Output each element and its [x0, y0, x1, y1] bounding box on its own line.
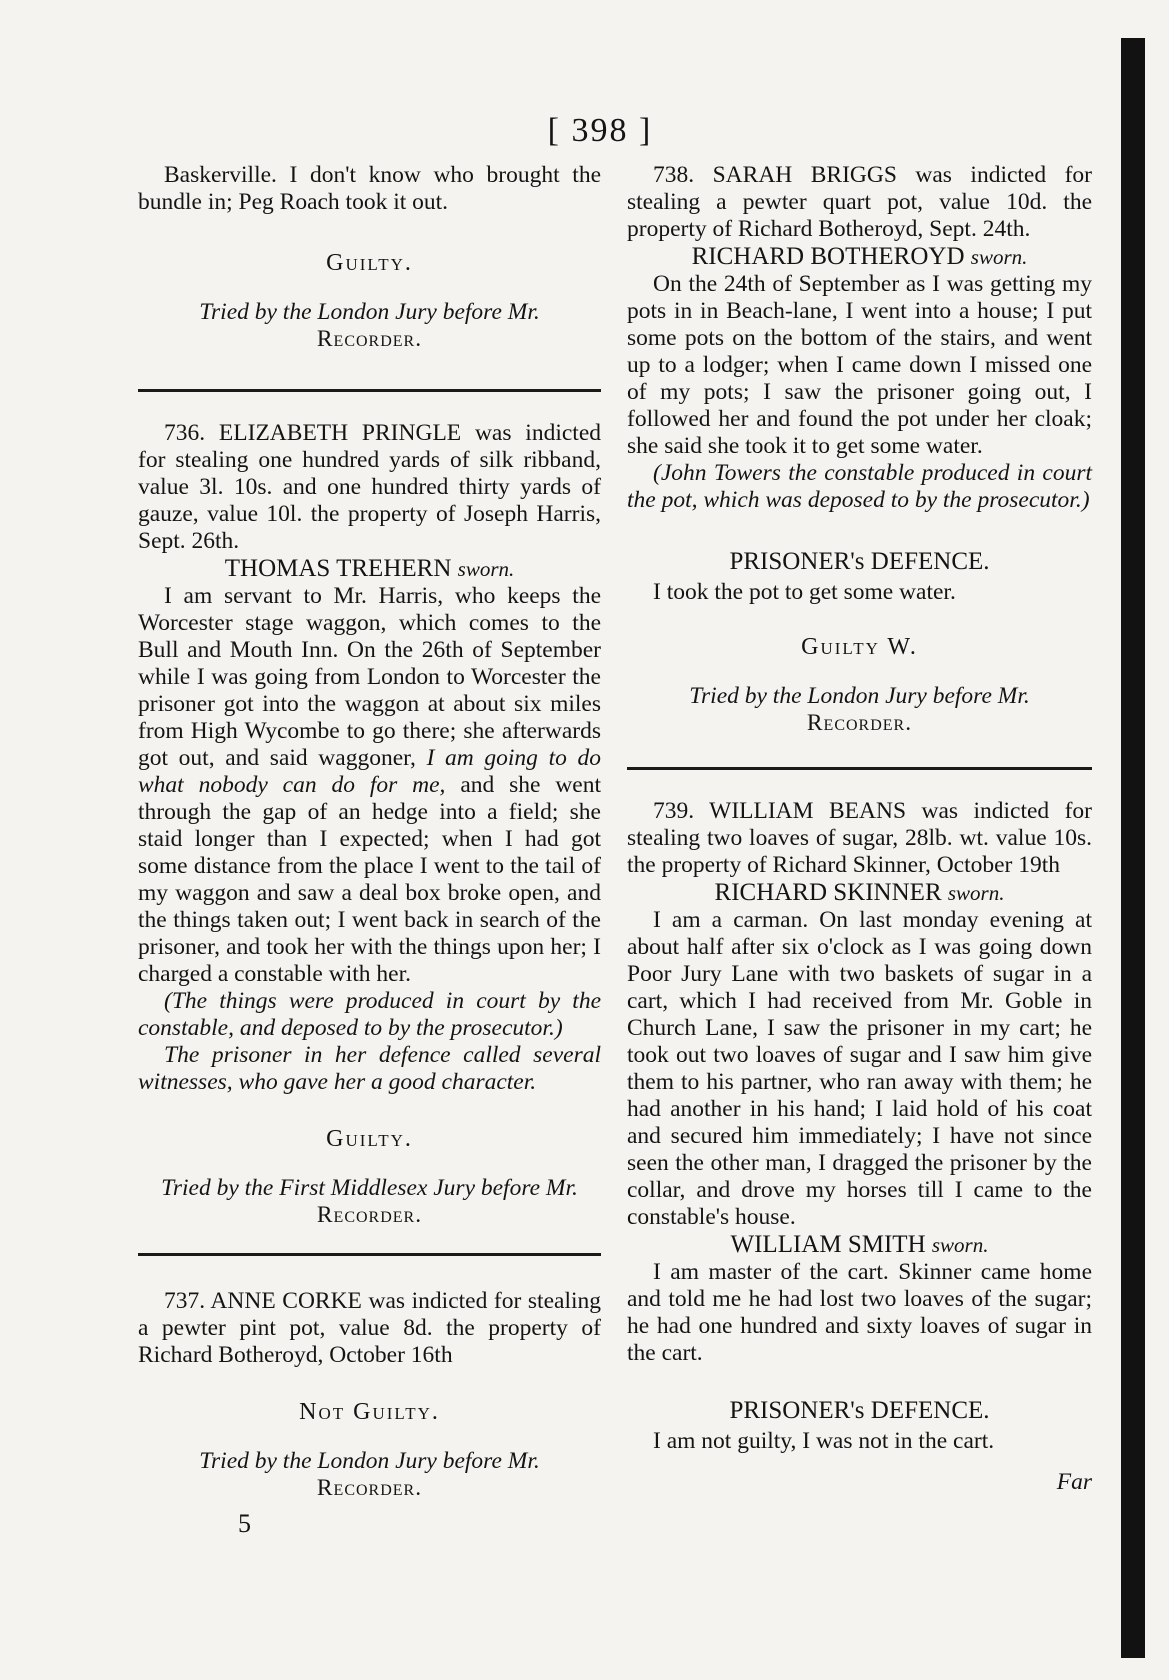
sworn-label: sworn. — [457, 557, 515, 581]
sworn-label: sworn. — [970, 245, 1028, 269]
defence-heading: PRISONER's DEFENCE. — [729, 1397, 990, 1424]
trial-note: Tried by the London Jury before Mr. — [689, 683, 1030, 709]
witness-name: THOMAS TREHERN — [224, 555, 452, 582]
section-divider — [627, 767, 1092, 770]
witness-name: WILLIAM SMITH — [730, 1231, 926, 1258]
case-heading: 738. SARAH BRIGGS was indicted for stealing a pewter quart pot, value 10d. the property of Richard Botheroyd, Sept. 24th. — [627, 162, 1092, 242]
section-divider — [138, 389, 601, 392]
case-heading: 736. ELIZABETH PRINGLE was indicted for stealing one hundred yards of silk ribband, value 3l. 10s. and one hundred thirty yards of gauze, value 10l. the property of Joseph Harris, Sept. 26th. — [138, 420, 601, 554]
recorder: Recorder. — [316, 1202, 423, 1228]
verdict: Guilty. — [326, 250, 413, 276]
witness-heading — [627, 1231, 1092, 1259]
witness-heading — [627, 879, 1092, 907]
testimony-quote: I am going to do what nobody can do for me, — [138, 745, 602, 798]
sworn-label: sworn. — [947, 881, 1005, 905]
trial-note: Tried by the First Middlesex Jury before Mr. — [161, 1175, 578, 1201]
sworn-label: sworn. — [931, 1233, 989, 1257]
testimony: I am a carman. On last monday evening at about half after six o'clock as I was going down Poor Jury Lane with two baskets of sugar in a cart, which I had received from Mr. Goble in Church Lane, I saw the prisoner in my cart; he took out two loaves of sugar and I saw him give them to his partner, who ran away with them; he had another in his hand; I laid hold of his coat and secured him immediately; I have not since seen the other man, I dragged the prisoner by the collar, and drove my horses till I came to the constable's house. — [627, 907, 1092, 1230]
trial-note: Tried by the London Jury before Mr. — [199, 299, 540, 325]
signature-mark: 5 — [238, 1509, 251, 1538]
testimony: On the 24th of September as I was getting my pots in in Beach-lane, I went into a house; I put some pots on the bottom of the stairs, and went up to a lodger; when I came down I missed one of my pots; I saw the prisoner going out, I followed her and found the pot under her cloak; she said she took it to get some water. — [627, 271, 1092, 459]
scan-edge-shadow — [1121, 38, 1145, 1658]
witness-heading — [627, 243, 1092, 271]
trial-note: Tried by the London Jury before Mr. — [199, 1448, 540, 1474]
recorder: Recorder. — [806, 710, 913, 736]
defence-text: I took the pot to get some water. — [653, 579, 956, 605]
recorder: Recorder. — [316, 1475, 423, 1501]
court-note: (John Towers the constable produced in court the pot, which was deposed to by the prosecutor.) — [627, 460, 1092, 513]
testimony-text: and she went through the gap of an hedge into a field; she staid longer than I expected; when I had got some distance from the place I went to the tail of my waggon and saw a deal box broke open, and the things taken out; I went back in search of the prisoner, and took her with the things upon her; I charged a constable with her. — [138, 772, 602, 987]
witness-name: RICHARD SKINNER — [714, 879, 942, 906]
section-divider — [138, 1253, 601, 1256]
testimony: I am master of the cart. Skinner came home and told me he had lost two loaves of the sugar; he had one hundred and sixty loaves of sugar in the cart. — [627, 1259, 1092, 1366]
court-note: (The things were produced in court by the constable, and deposed to by the prosecutor.) — [138, 988, 601, 1041]
verdict: Guilty. — [326, 1126, 413, 1152]
defence-heading: PRISONER's DEFENCE. — [729, 548, 990, 575]
witness-name: RICHARD BOTHEROYD — [691, 243, 965, 270]
recorder: Recorder. — [316, 326, 423, 352]
verdict: Not Guilty. — [299, 1399, 440, 1425]
court-note: The prisoner in her defence called several witnesses, who gave her a good character. — [138, 1042, 601, 1095]
testimony — [138, 583, 601, 988]
catchword: Far — [1056, 1469, 1092, 1495]
defence-text: I am not guilty, I was not in the cart. — [653, 1428, 995, 1454]
continued-testimony: Baskerville. I don't know who brought the bundle in; Peg Roach took it out. — [138, 162, 601, 215]
case-heading: 739. WILLIAM BEANS was indicted for stealing two loaves of sugar, 28lb. wt. value 10s. the property of Richard Skinner, October 19th — [627, 798, 1092, 878]
page-number: [ 398 ] — [547, 112, 653, 149]
verdict: Guilty W. — [801, 634, 918, 660]
case-heading: 737. ANNE CORKE was indicted for stealing a pewter pint pot, value 8d. the property of Richard Botheroyd, October 16th — [138, 1288, 601, 1368]
witness-heading — [138, 555, 601, 583]
testimony-text: I am servant to Mr. Harris, who keeps the Worcester stage waggon, which comes to the Bull and Mouth Inn. On the 26th of September while I was going from London to Worcester the prisoner got into the waggon at about six miles from High Wycombe to go there; she afterwards got out, and said waggoner, — [138, 583, 601, 771]
right-column — [627, 162, 1092, 1496]
left-column — [138, 162, 601, 1537]
